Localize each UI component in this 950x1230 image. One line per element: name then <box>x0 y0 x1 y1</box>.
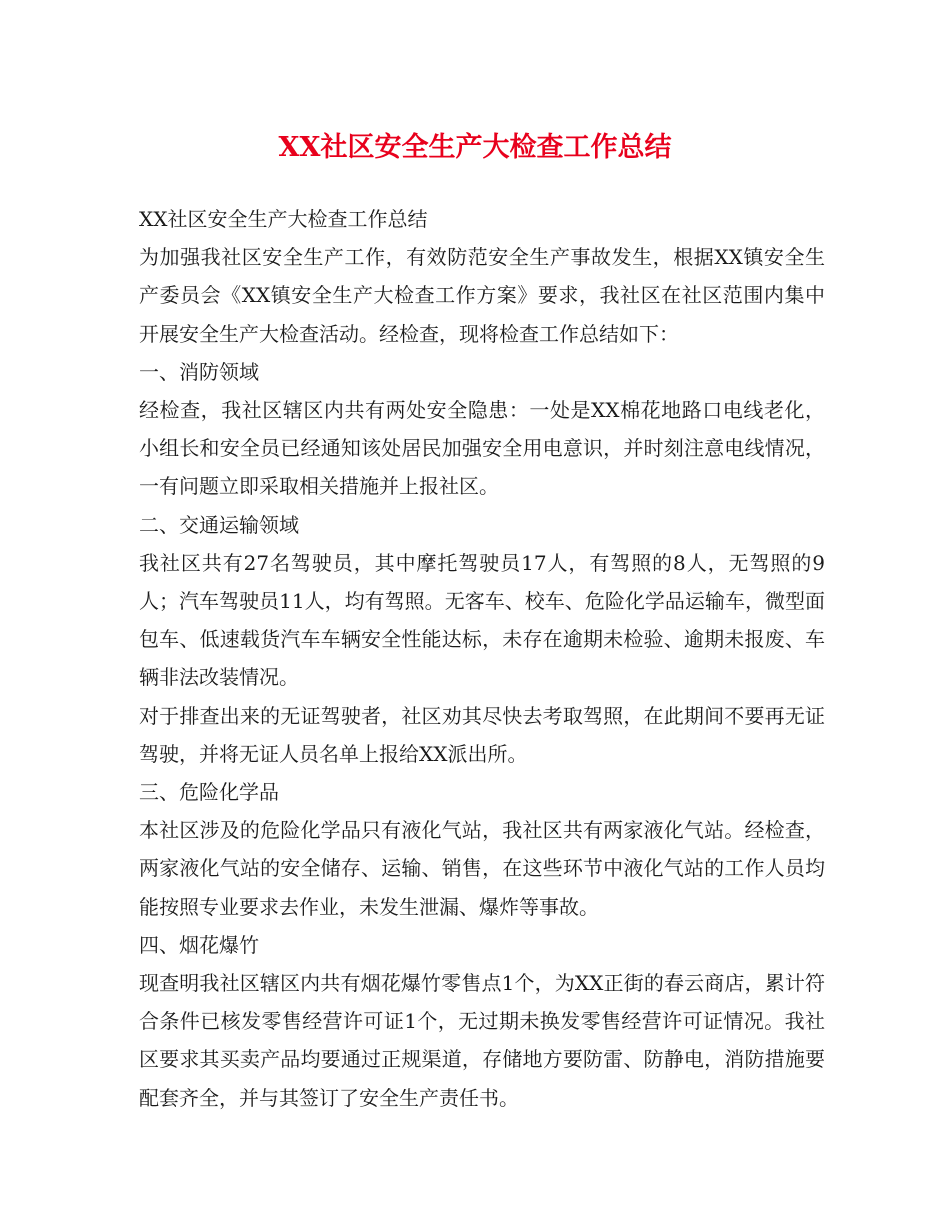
section-heading-fireworks: 四、烟花爆竹 <box>139 932 259 957</box>
unlicensed-drivers-paragraph: 对于排查出来的无证驾驶者，社区劝其尽快去考取驾照，在此期间不要再无证驾驶，并将无证人员名单上报给XX派出所。 <box>139 703 825 766</box>
chemicals-paragraph: 本社区涉及的危险化学品只有液化气站，我社区共有两家液化气站。经检查，两家液化气站的安全储存、运输、销售，在这些环节中液化气站的工作人员均能按照专业要求去作业，未发生泄漏、爆炸等事故。 <box>139 818 825 919</box>
traffic-paragraph: 我社区共有27名驾驶员，其中摩托驾驶员17人，有驾照的8人，无驾照的9人；汽车驾驶员11人，均有驾照。无客车、校车、危险化学品运输车，微型面包车、低速载货汽车车辆安全性能达标，未存在逾期未检验、逾期未报废、车辆非法改装情况。 <box>139 550 825 690</box>
section-heading-traffic: 二、交通运输领域 <box>139 512 299 537</box>
section-heading-fire: 一、消防领域 <box>139 359 259 384</box>
fire-paragraph: 经检查，我社区辖区内共有两处安全隐患：一处是XX棉花地路口电线老化，小组长和安全员已经通知该处居民加强安全用电意识，并时刻注意电线情况，一有问题立即采取相关措施并上报社区。 <box>139 398 825 499</box>
section-heading-chemicals: 三、危险化学品 <box>139 780 279 805</box>
document-body <box>139 200 825 1117</box>
document-title: XX社区安全生产大检查工作总结 <box>278 132 672 163</box>
fireworks-paragraph: 现查明我社区辖区内共有烟花爆竹零售点1个，为XX正街的春云商店，累计符合条件已核发零售经营许可证1个，无过期未换发零售经营许可证情况。我社区要求其买卖产品均要通过正规渠道，存储地方要防雷、防静电，消防措施要配套齐全，并与其签订了安全生产责任书。 <box>139 971 825 1110</box>
intro-paragraph: 为加强我社区安全生产工作，有效防范安全生产事故发生，根据XX镇安全生产委员会《XX镇安全生产大检查工作方案》要求，我社区在社区范围内集中开展安全生产大检查活动。经检查，现将检查工作总结如下： <box>139 245 825 346</box>
subtitle-line: XX社区安全生产大检查工作总结 <box>139 207 428 231</box>
